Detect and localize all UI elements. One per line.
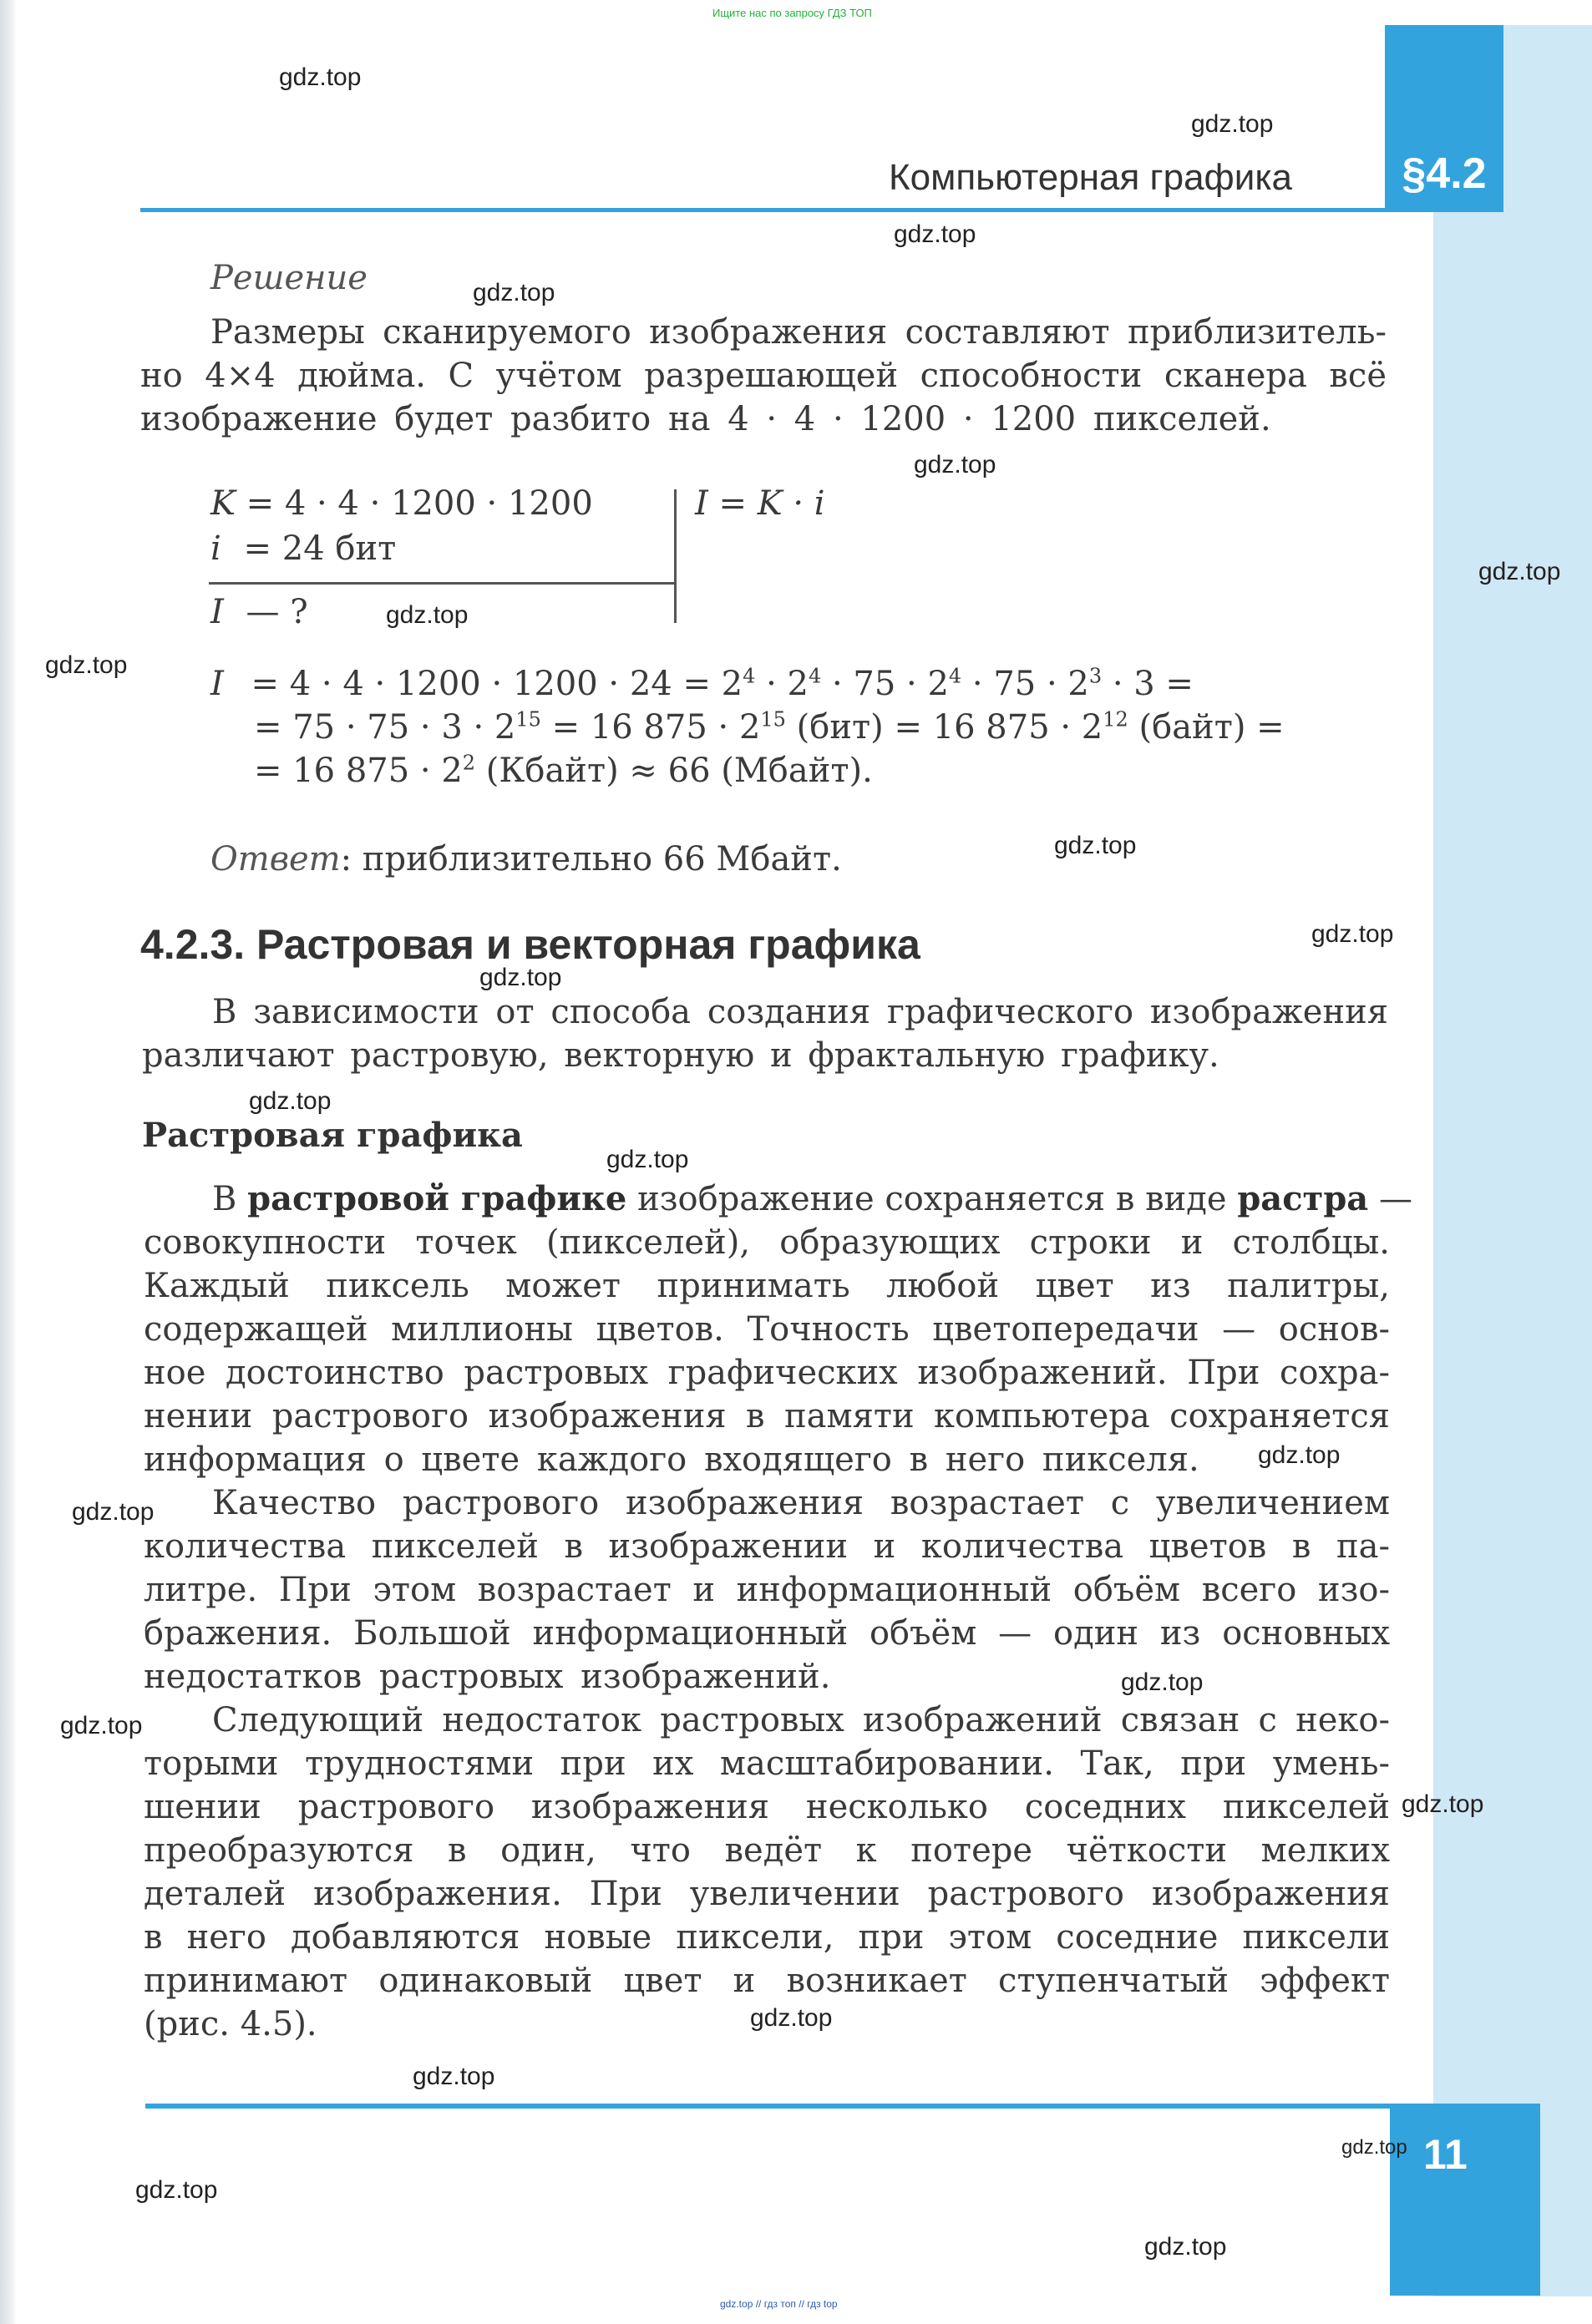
- text-line: торыми трудностями при их масштабировании. Так, при умень-: [144, 1744, 1390, 1783]
- i-expression: = 24 бит: [243, 529, 397, 568]
- solution-label: Решение: [210, 259, 368, 297]
- exponent: 3: [1088, 664, 1103, 688]
- footer-rule: [145, 2104, 1390, 2109]
- bottom-note: gdz.top // гдз топ // гдз top: [720, 2298, 838, 2310]
- watermark: gdz.top: [60, 1712, 143, 1739]
- text-line: информация о цвете каждого входящего в него пикселя.: [144, 1440, 1199, 1479]
- text-line: Каждый пиксель может принимать любой цвет из палитры,: [144, 1267, 1390, 1305]
- page-number: 11: [1390, 2104, 1540, 2296]
- text-line: В зависимости от способа создания графического изображения: [212, 993, 1388, 1031]
- text-line: изображение будет разбито на 4 · 4 · 1200 · 1200 пикселей.: [140, 400, 1271, 438]
- answer-line: [210, 840, 842, 878]
- calc-part: = 16 875 · 2: [540, 708, 761, 747]
- calc-line-1: [210, 665, 1194, 703]
- intro-paragraph: [140, 311, 1387, 441]
- text-line: бражения. Большой информационный объём — один из основных: [144, 1614, 1390, 1653]
- text-line: принимают одинаковый цвет и возникает ступенчатый эффект: [144, 1962, 1390, 2000]
- text-line: нении растрового изображения в памяти компьютера сохраняется: [144, 1397, 1390, 1435]
- var-big-i: I: [210, 665, 224, 703]
- watermark: gdz.top: [1054, 832, 1137, 859]
- text-line: ное достоинство растровых графических изображений. При сохра-: [144, 1354, 1390, 1392]
- watermark: gdz.top: [249, 1087, 332, 1115]
- watermark: gdz.top: [1311, 920, 1394, 948]
- given-vertical-rule: [674, 489, 677, 623]
- watermark: gdz.top: [1341, 2136, 1407, 2159]
- text-line: содержащей миллионы цветов. Точность цветопередачи — основ-: [144, 1310, 1390, 1349]
- watermark: gdz.top: [1191, 110, 1274, 138]
- text-line: недостатков растровых изображений.: [144, 1658, 831, 1696]
- subheading: Растровая графика: [142, 1116, 523, 1155]
- formula: I = K · i: [695, 484, 825, 523]
- running-header-title: Компьютерная графика: [889, 157, 1293, 198]
- paragraph-1: [142, 990, 1388, 1077]
- watermark: gdz.top: [135, 2176, 218, 2204]
- text-line: литре. При этом возрастает и информационный объём всего изо-: [144, 1571, 1390, 1609]
- text-line: количества пикселей в изображении и количества цветов в па-: [144, 1527, 1390, 1566]
- watermark: gdz.top: [750, 2004, 833, 2032]
- calc-part: = 16 875 · 2: [254, 752, 463, 790]
- watermark: gdz.top: [413, 2063, 495, 2090]
- watermark: gdz.top: [1478, 558, 1561, 585]
- text-run: —: [1378, 1180, 1412, 1218]
- calc-part: = 4 · 4 · 1200 · 1200 · 24 = 2: [251, 665, 743, 703]
- calc-part: · 3 =: [1102, 665, 1194, 703]
- text-line: Следующий недостаток растровых изображений связан с неко-: [212, 1701, 1390, 1739]
- text-line: совокупности точек (пикселей), образующих строки и столбцы.: [144, 1223, 1390, 1262]
- watermark: gdz.top: [386, 601, 469, 629]
- var-i: i: [210, 529, 221, 568]
- text-line: [144, 1177, 1412, 1221]
- watermark: gdz.top: [45, 651, 128, 679]
- paragraph-2: [144, 1177, 1412, 1481]
- watermark: gdz.top: [479, 964, 562, 991]
- calc-part: · 75 · 2: [821, 665, 949, 703]
- watermark: gdz.top: [894, 220, 976, 248]
- text-line: шении растрового изображения несколько соседних пикселей: [144, 1788, 1390, 1826]
- watermark: gdz.top: [1144, 2233, 1227, 2261]
- answer-label: Ответ: [210, 840, 341, 878]
- calc-part: · 2: [755, 665, 809, 703]
- text-line: Размеры сканируемого изображения составляют приблизитель-: [210, 313, 1387, 352]
- top-search-note: Ищите нас по запросу ГДЗ ТОП: [712, 7, 872, 19]
- var-k: K: [210, 484, 236, 523]
- calc-line-2: [254, 708, 1285, 747]
- calc-part: (байт) =: [1128, 708, 1285, 747]
- given-i: [210, 529, 396, 568]
- calc-part: (бит) = 16 875 · 2: [785, 708, 1103, 747]
- text-line: преобразуются в один, что ведёт к потере чёткости мелких: [144, 1831, 1390, 1870]
- calc-line-3: [254, 752, 873, 790]
- exponent: 2: [462, 751, 476, 775]
- exponent: 4: [948, 664, 962, 688]
- term-raster: растра: [1237, 1179, 1369, 1218]
- section-heading: 4.2.3. Растровая и векторная графика: [140, 921, 920, 968]
- exponent: 12: [1103, 707, 1128, 732]
- text-run: изображение сохраняется в виде: [637, 1180, 1227, 1218]
- text-line: в него добавляются новые пиксели, при этом соседние пиксели: [144, 1918, 1390, 1957]
- exponent: 15: [760, 707, 786, 732]
- watermark: gdz.top: [1258, 1441, 1341, 1469]
- calc-part: · 75 · 2: [961, 665, 1089, 703]
- text-line: (рис. 4.5).: [144, 2005, 317, 2043]
- watermark: gdz.top: [473, 279, 555, 306]
- text-run: В: [212, 1180, 237, 1218]
- watermark: gdz.top: [1402, 1790, 1484, 1818]
- find-i: [210, 593, 308, 631]
- side-color-strip: [1433, 25, 1592, 2296]
- var-big-i: I: [210, 593, 224, 631]
- watermark: gdz.top: [914, 451, 996, 478]
- k-expression: = 4 · 4 · 1200 · 1200: [246, 484, 593, 523]
- answer-text: : приблизительно 66 Мбайт.: [340, 840, 842, 878]
- paragraph-4: [144, 1699, 1390, 2046]
- term-raster-graphics: растровой графике: [247, 1179, 627, 1218]
- section-tab: §4.2: [1385, 25, 1503, 210]
- paragraph-3: [144, 1481, 1390, 1699]
- page-left-edge-shadow: [0, 0, 17, 2324]
- watermark: gdz.top: [1121, 1668, 1204, 1696]
- text-line: деталей изображения. При увеличении растрового изображения: [144, 1875, 1390, 1913]
- given-k: [210, 484, 593, 523]
- text-line: различают растровую, векторную и фрактальную графику.: [142, 1036, 1219, 1075]
- find-expression: — ?: [246, 593, 308, 631]
- exponent: 4: [743, 664, 756, 688]
- given-horizontal-rule: [209, 582, 677, 585]
- header-rule: [140, 208, 1503, 212]
- watermark: gdz.top: [279, 63, 362, 91]
- calc-part: = 75 · 75 · 3 · 2: [254, 708, 516, 747]
- exponent: 4: [809, 664, 822, 688]
- watermark: gdz.top: [72, 1498, 155, 1526]
- watermark: gdz.top: [606, 1146, 689, 1173]
- text-line: но 4×4 дюйма. С учётом разрешающей способности сканера всё: [140, 357, 1387, 395]
- exponent: 15: [515, 707, 541, 732]
- text-line: Качество растрового изображения возрастает с увеличением: [212, 1484, 1390, 1522]
- calc-part: (Кбайт) ≈ 66 (Мбайт).: [475, 752, 873, 790]
